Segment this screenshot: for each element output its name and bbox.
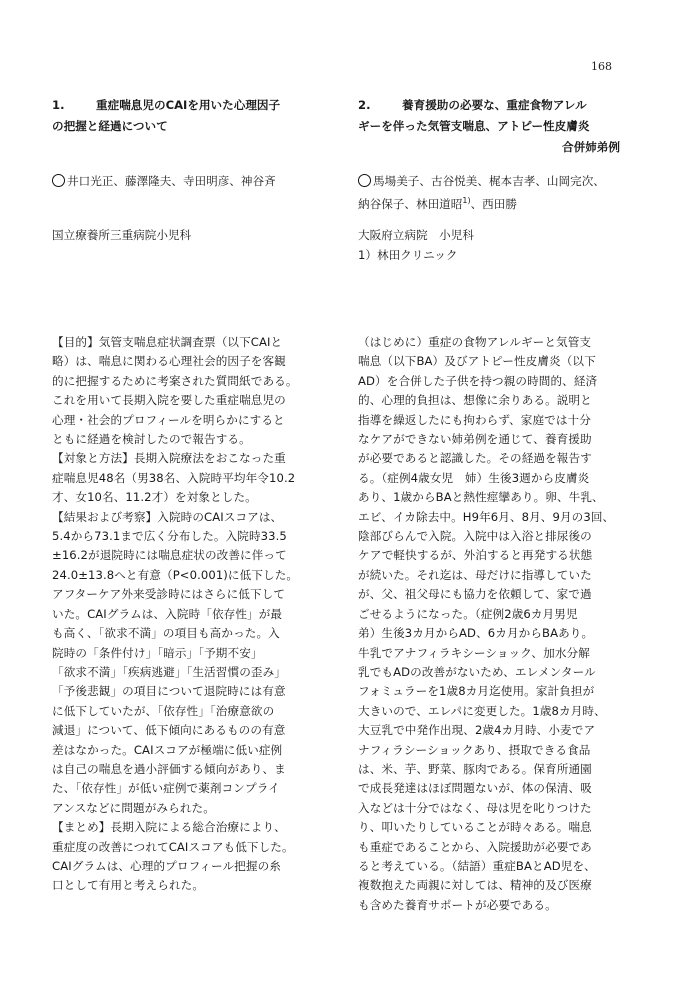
affiliation-superscript: 1) bbox=[462, 196, 471, 205]
body-line: も高く、「欲求不満」の項目も高かった。入 bbox=[52, 626, 280, 641]
body-line: いた。CAIグラムは、入院時「依存性」が最 bbox=[52, 606, 283, 621]
body-line: 才、女10名、11.2才）を対象とした。 bbox=[52, 490, 257, 505]
presenter-circle-icon bbox=[52, 174, 65, 187]
affiliation-line: 1）林田クリニック bbox=[358, 248, 458, 262]
body-line: ±16.2が退院時には喘息症状の改善に伴って bbox=[52, 548, 287, 563]
body-line: 略）は、喘息に関わる心理社会的因子を客観 bbox=[52, 354, 286, 369]
body-line: 口として有用と考えられた。 bbox=[52, 878, 205, 893]
body-line: 牛乳でアナフィラキシーショック、加水分解 bbox=[358, 645, 590, 660]
body-line: （はじめに）重症の食物アレルギーと気管支 bbox=[358, 335, 592, 349]
abstract-2-affiliation bbox=[358, 225, 620, 325]
abstract-1-title bbox=[52, 95, 337, 161]
body-line: フォミュラーを1歳8カ月迄使用。家計負担が bbox=[358, 684, 595, 699]
body-line: 的、心理的負担は、想像に余りある。説明と bbox=[358, 393, 592, 408]
abstract-2-title-line: 養育援助の必要な、重症食物アレル bbox=[402, 98, 587, 112]
body-line: ともに経過を検討したので報告する。 bbox=[52, 432, 251, 447]
body-line: 陰部びらんで入院。入院中は入浴と排尿後の bbox=[358, 529, 592, 544]
abstract-1-affiliation bbox=[52, 225, 337, 325]
body-line: 重症度の改善につれてCAIスコアも低下した。 bbox=[52, 839, 294, 854]
body-line: 乳でもADの改善がないため、エレメンタール bbox=[358, 664, 596, 679]
body-line: 【結果および考察】入院時のCAIスコアは、 bbox=[52, 509, 283, 524]
abstract-2-body bbox=[358, 333, 620, 915]
body-line: CAIグラムは、心理的プロフィール把握の糸 bbox=[52, 858, 281, 873]
body-line: これを用いて長期入院を要した重症喘息児の bbox=[52, 393, 286, 408]
abstract-2-number: 2. bbox=[358, 98, 371, 112]
presenter-circle-icon bbox=[358, 174, 371, 187]
body-line: エビ、イカ除去中。H9年6月、8月、9月の3回、 bbox=[358, 509, 615, 524]
body-line: 弟）生後3カ月からAD、6カ月からBAあり。 bbox=[358, 626, 594, 641]
body-line: 大きいので、エレパに変更した。1歳8カ月時、 bbox=[358, 703, 606, 718]
body-line: あり、1歳からBAと熱性痙攣あり。卵、牛乳、 bbox=[358, 490, 604, 505]
body-line: に低下していたが、「依存性」「治療意欲の bbox=[52, 703, 275, 718]
abstract-1 bbox=[52, 95, 337, 896]
body-line: が必要であると認識した。その経過を報告す bbox=[358, 451, 592, 466]
body-line: が続いた。それ迄は、母だけに指導していた bbox=[358, 567, 592, 582]
body-line: 差はなかった。CAIスコアが極端に低い症例 bbox=[52, 742, 283, 757]
body-line: 院時の「条件付け」「暗示」「予期不安」 bbox=[52, 645, 263, 660]
body-line: ナフィラシーショックあり、摂取できる食品 bbox=[358, 742, 591, 757]
author-list-line: 納谷保子、林田道昭 bbox=[358, 196, 463, 211]
body-line: で成長発達はほぼ問題ないが、体の保清、吸 bbox=[358, 781, 592, 796]
body-line: ごせるようになった。（症例2歳6カ月男児 bbox=[358, 606, 578, 621]
body-line: 心理・社会的プロフィールを明らかにすると bbox=[52, 412, 285, 427]
body-line: ケアで軽快するが、外泊すると再発する状態 bbox=[358, 548, 593, 563]
abstract-2-title-line: ギーを伴った気管支喘息、アトピー性皮膚炎 bbox=[358, 119, 590, 133]
body-line: 入などは十分ではなく、母は児を叱りつけた bbox=[358, 800, 592, 815]
body-line: 「欲求不満」「疾病逃避」「生活習慣の歪み」 bbox=[52, 664, 286, 679]
body-line: は自己の喘息を過小評価する傾向があり、ま bbox=[52, 761, 286, 776]
body-line: 大豆乳で中発作出現、2歳4カ月時、小麦でア bbox=[358, 723, 596, 738]
body-line: ると考えている。（結語）重症BAとAD児を、 bbox=[358, 858, 596, 873]
body-line: は、米、芋、野菜、豚肉である。保育所通園 bbox=[358, 761, 592, 776]
author-list-line: 、西田勝 bbox=[470, 196, 517, 211]
body-line: り、叩いたりしていることが時々ある。喘息 bbox=[358, 820, 592, 835]
body-line: 5.4から73.1まで広く分布した。入院時33.5 bbox=[52, 529, 287, 544]
body-line: アンスなどに問題がみられた。 bbox=[52, 800, 215, 815]
author-list: 井口光正、藤澤隆夫、寺田明彦、神谷斉 bbox=[67, 174, 276, 188]
body-line: 減退」について、低下傾向にあるものの有意 bbox=[52, 723, 286, 738]
affiliation-line: 大阪府立病院 小児科 bbox=[358, 228, 474, 242]
body-line: アフターケア外来受診時にはさらに低下して bbox=[52, 587, 286, 602]
body-line: 的に把握するために考案された質問紙である。 bbox=[52, 373, 298, 388]
body-line: 指導を繰返したにも拘わらず、家庭では十分 bbox=[358, 412, 591, 427]
body-line: 複数抱えた両親に対しては、精神的及び医療 bbox=[358, 878, 592, 893]
abstract-2-authors bbox=[358, 171, 620, 221]
body-line: 症喘息児48名（男38名、入院時平均年令10.2 bbox=[52, 470, 296, 485]
abstract-1-authors bbox=[52, 171, 337, 221]
body-line: 【まとめ】長期入院による総合治療により、 bbox=[52, 820, 286, 835]
body-line: 喘息（以下BA）及びアトピー性皮膚炎（以下 bbox=[358, 354, 596, 369]
body-line: も重症であることから、入院援助が必要であ bbox=[358, 839, 592, 854]
page-number: 168 bbox=[591, 60, 612, 73]
abstract-2-title bbox=[358, 95, 620, 161]
body-line: AD）を合併した子供を持つ親の時間的、経済 bbox=[358, 373, 598, 388]
abstract-2 bbox=[358, 95, 620, 915]
body-line: 【対象と方法】長期入院療法をおこなった重 bbox=[52, 451, 286, 466]
abstract-1-title-line: 重症喘息児のCAIを用いた心理因子 bbox=[96, 98, 281, 112]
abstract-1-title-line: の把握と経過について bbox=[52, 119, 168, 133]
body-line: 【目的】気管支喘息症状調査票（以下CAIと bbox=[52, 335, 283, 349]
body-line: が、父、祖父母にも協力を依頼して、家で過 bbox=[358, 587, 592, 602]
abstract-1-body bbox=[52, 333, 337, 896]
body-line: る。（症例4歳女児 姉）生後3週から皮膚炎 bbox=[358, 470, 590, 485]
author-list-line: 馬場美子、古谷悦美、梶本吉孝、山岡完次、 bbox=[373, 174, 605, 188]
body-line: も含めた養育サポートが必要である。 bbox=[358, 897, 557, 912]
body-line: なケアができない姉弟例を通じて、養育援助 bbox=[358, 432, 592, 447]
body-line: 「予後悲観」の項目について退院時には有意 bbox=[52, 684, 286, 699]
abstract-1-number: 1. bbox=[52, 98, 65, 112]
affiliation-line: 国立療養所三重病院小児科 bbox=[52, 228, 192, 242]
abstract-2-title-line: 合併姉弟例 bbox=[562, 140, 620, 154]
body-line: た、「依存性」が低い症例で薬剤コンプライ bbox=[52, 781, 280, 796]
body-line: 24.0±13.8へと有意（P<0.001)に低下した。 bbox=[52, 567, 299, 582]
